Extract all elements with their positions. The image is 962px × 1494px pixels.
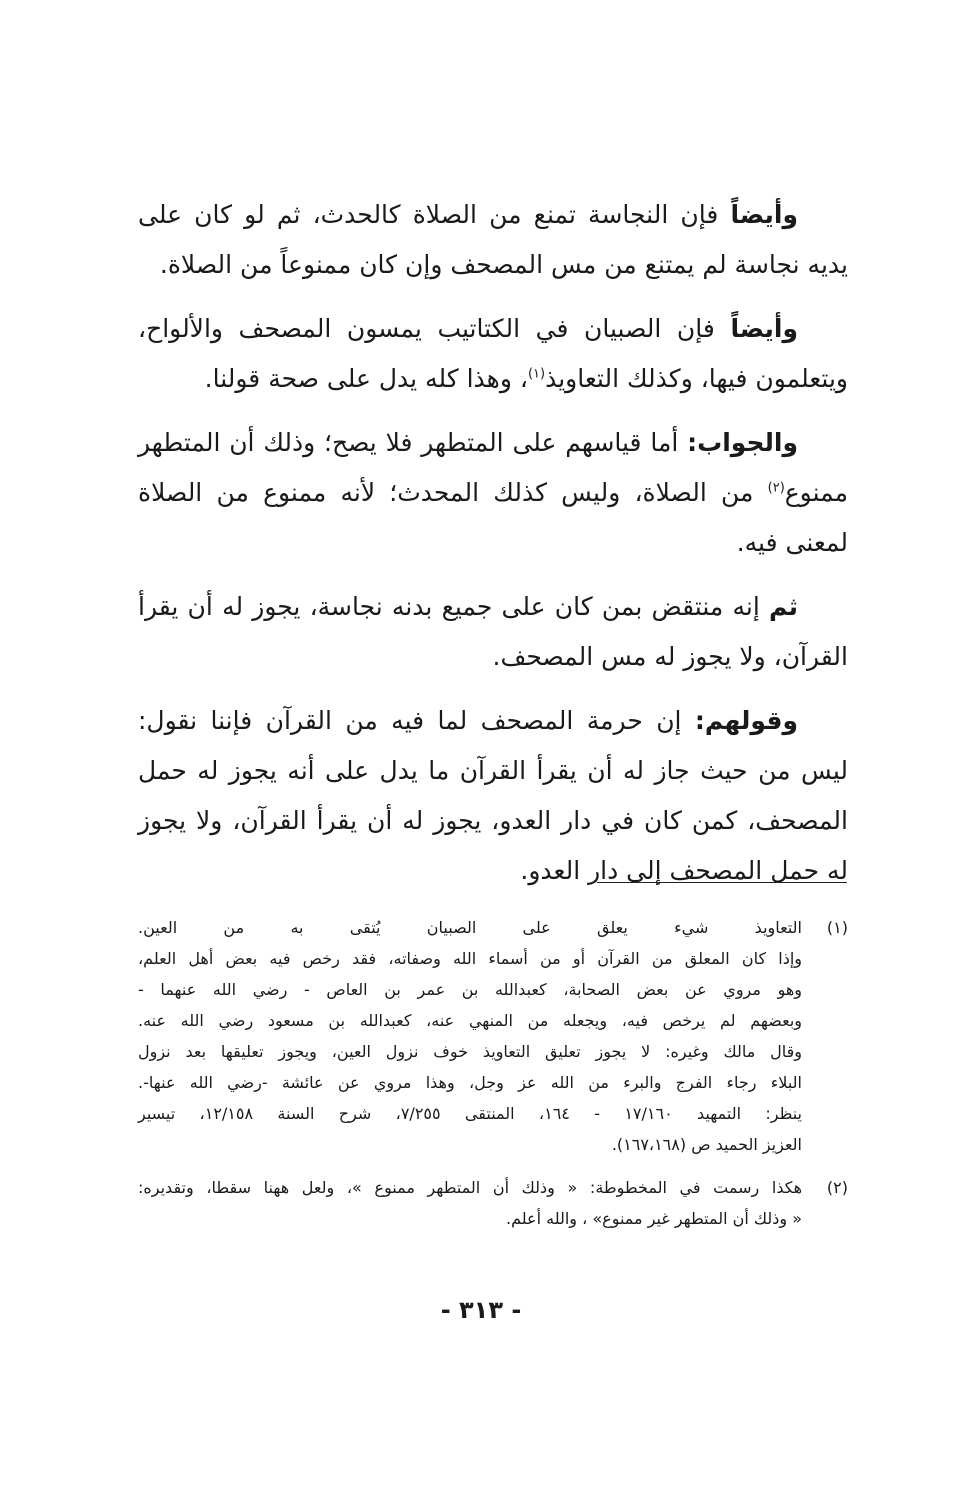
- paragraph-2-text-a: فإن الصبيان في الكتاتيب يمسون المصحف والألواح، ويتعلمون فيها، وكذلك التعاويذ: [138, 314, 848, 393]
- footnotes: [138, 912, 848, 1246]
- footnote-line: البلاء رجاء الفرج والبرء من الله عز وجل، وهذا مروي عن عائشة -رضي الله عنها-.: [138, 1073, 802, 1092]
- paragraph-3-lead: والجواب:: [687, 428, 798, 457]
- paragraph-1-text: فإن النجاسة تمنع من الصلاة كالحدث، ثم لو كان على يديه نجاسة لم يمتنع من مس المصحف وإن كان ممنوعاً من الصلاة.: [138, 200, 848, 279]
- footnote-line: التعاويذ شيء يعلق على الصبيان يُتقى به من العين.: [138, 918, 802, 937]
- footnote-ref-2[interactable]: (٢): [767, 480, 785, 496]
- footnote-ref-1[interactable]: (١): [527, 366, 546, 382]
- paragraph-5-text: إن حرمة المصحف لما فيه من القرآن فإننا نقول: ليس من حيث جاز له أن يقرأ القرآن ما يدل على أنه يجوز له حمل المصحف، كمن كان في دار العدو، يجوز له أن يقرأ القرآن، ولا يجوز له حمل المصحف إلى دار العدو.: [138, 706, 848, 885]
- footnote-1-body: [138, 912, 802, 1160]
- footnote-line: وقال مالك وغيره: لا يجوز تعليق التعاويذ خوف نزول العين، ويجوز تعليقها بعد نزول: [138, 1042, 802, 1061]
- footnote-line: « وذلك أن المتطهر غير ممنوع» ، والله أعلم.: [506, 1209, 802, 1228]
- paragraph-1: [138, 190, 848, 290]
- footnote-line: هكذا رسمت في المخطوطة: « وذلك أن المتطهر ممنوع »، ولعل ههنا سقطا، وتقديره:: [138, 1178, 802, 1197]
- paragraph-2-text-b: ، وهذا كله يدل على صحة قولنا.: [204, 364, 528, 393]
- paragraph-4-text: إنه منتقض بمن كان على جميع بدنه نجاسة، يجوز له أن يقرأ القرآن، ولا يجوز له مس المصحف.: [138, 592, 848, 671]
- footnote-2: [138, 1172, 848, 1234]
- paragraph-4: [138, 582, 848, 682]
- paragraph-5-lead: وقولهم:: [694, 706, 798, 735]
- footnote-line: العزيز الحميد ص (١٦٧،١٦٨).: [611, 1135, 802, 1154]
- main-text: [138, 190, 848, 910]
- footnote-2-number: (٢): [826, 1178, 848, 1197]
- footnote-1-number: (١): [826, 918, 848, 937]
- footnote-separator: [597, 882, 847, 883]
- footnote-line: وهو مروي عن بعض الصحابة، كعبدالله بن عمر بن العاص - رضي الله عنهما -: [138, 980, 802, 999]
- paragraph-3-text-a: أما قياسهم على المتطهر فلا يصح؛ وذلك أن المتطهر ممنوع: [138, 428, 848, 507]
- page-number: - ٣١٣ -: [440, 1296, 522, 1324]
- footnote-line: وإذا كان المعلق من القرآن أو من أسماء الله وصفاته، فقد رخص فيه بعض أهل العلم،: [138, 949, 802, 968]
- paragraph-1-lead: وأيضاً: [730, 200, 798, 229]
- paragraph-4-lead: ثم: [769, 592, 798, 621]
- footnote-2-body: [138, 1172, 802, 1234]
- paragraph-3: [138, 418, 848, 568]
- footnote-1: [138, 912, 848, 1160]
- footnote-line: وبعضهم لم يرخص فيه، ويجعله من المنهي عنه، كعبدالله بن مسعود رضي الله عنه.: [138, 1011, 802, 1030]
- paragraph-5: [138, 696, 848, 896]
- paragraph-2-lead: وأيضاً: [730, 314, 798, 343]
- paragraph-2: [138, 304, 848, 404]
- paragraph-3-text-b: من الصلاة، وليس كذلك المحدث؛ لأنه ممنوع من الصلاة لمعنى فيه.: [138, 478, 848, 557]
- footnote-line: ينظر: التمهيد ١٧/١٦٠ - ١٦٤، المنتقى ٧/٢٥٥، شرح السنة ١٢/١٥٨، تيسير: [138, 1104, 802, 1123]
